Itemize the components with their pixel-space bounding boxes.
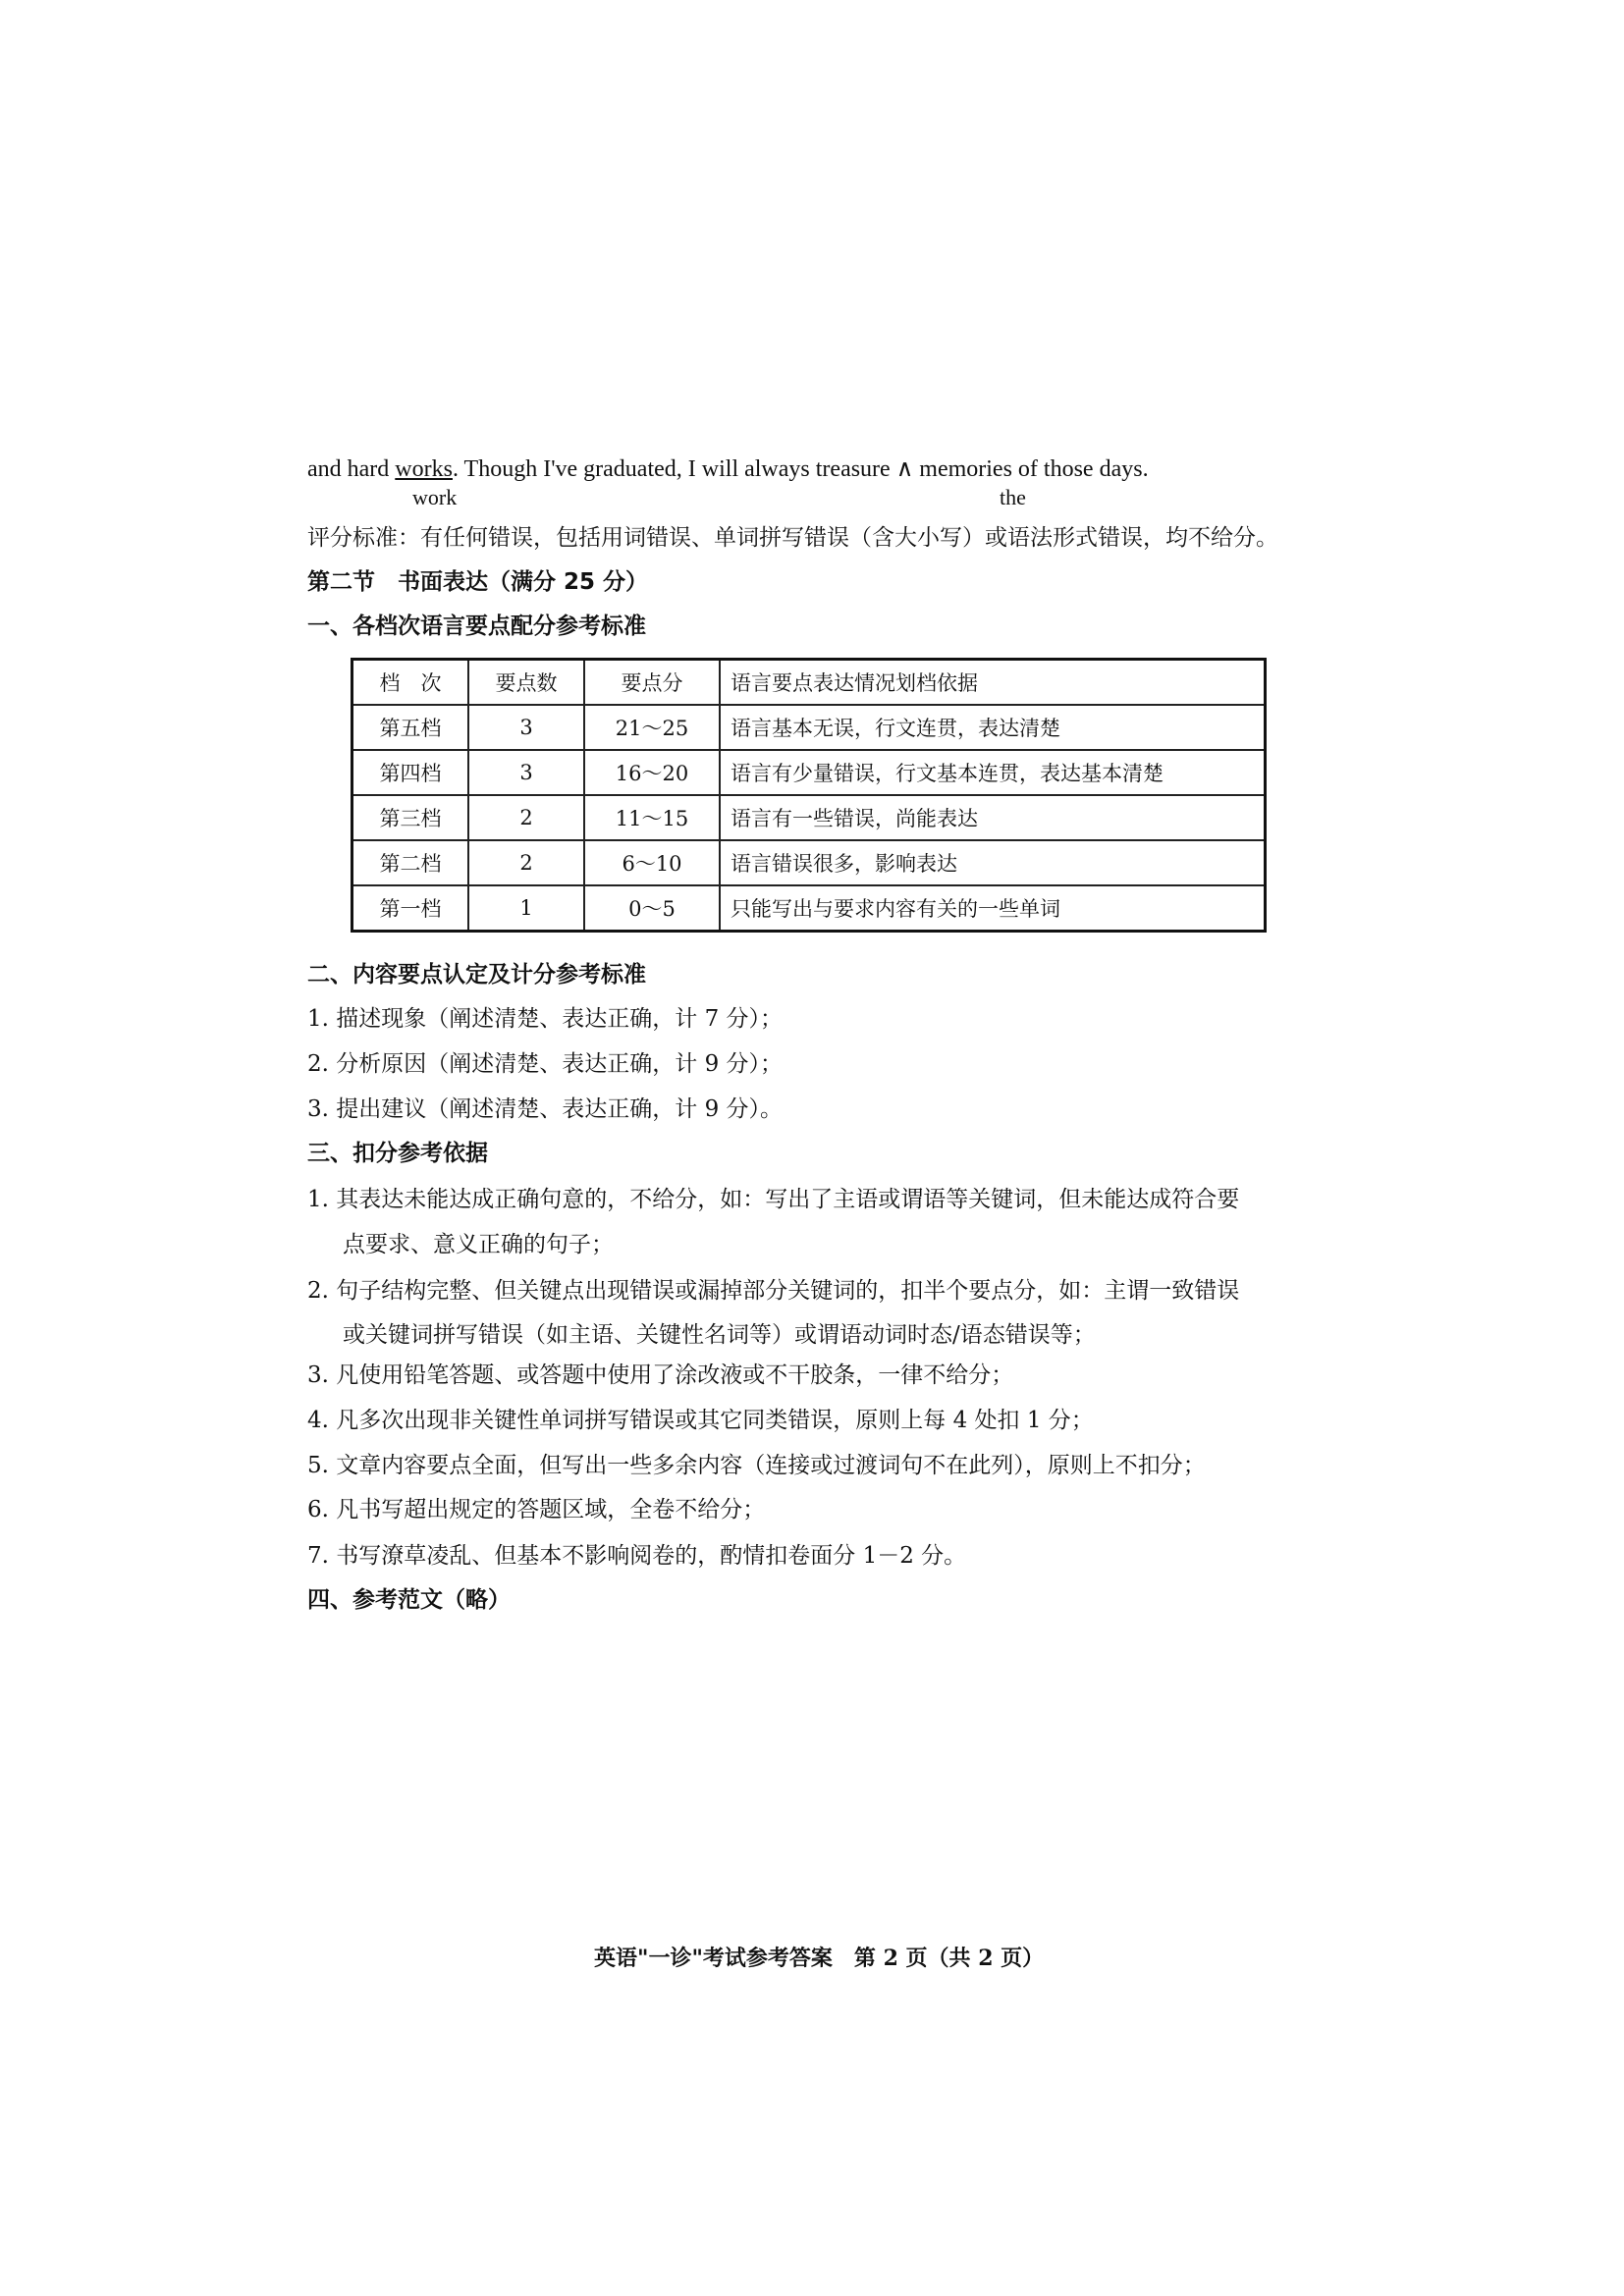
list-item: 7. 书写潦草凌乱、但基本不影响阅卷的，酌情扣卷面分 1－2 分。 <box>307 1543 967 1569</box>
list-item: 3. 凡使用铅笔答题、或答题中使用了涂改液或不干胶条，一律不给分； <box>307 1362 1014 1388</box>
list-item: 4. 凡多次出现非关键性单词拼写错误或其它同类错误，原则上每 4 处扣 1 分； <box>307 1408 1094 1433</box>
table-header: 语言要点表达情况划档依据 <box>720 660 1266 706</box>
table-cell: 6～10 <box>584 840 720 885</box>
table-header: 档 次 <box>352 660 469 706</box>
part3-title: 三、扣分参考依据 <box>307 1141 488 1166</box>
table-cell: 第四档 <box>352 750 469 795</box>
table-header: 要点数 <box>468 660 584 706</box>
table-header-row <box>352 660 1266 706</box>
table-row <box>352 885 1266 932</box>
list-item-continuation: 点要求、意义正确的句子； <box>343 1232 614 1257</box>
table-cell: 0～5 <box>584 885 720 932</box>
table-cell: 3 <box>468 705 584 750</box>
error-word: works <box>395 456 453 482</box>
sentence-text: memories of those days. <box>913 456 1149 482</box>
list-item: 2. 分析原因（阐述清楚、表达正确，计 9 分）； <box>307 1051 784 1077</box>
table-cell: 语言有一些错误，尚能表达 <box>720 795 1266 840</box>
table-cell: 3 <box>468 750 584 795</box>
sentence-text: . Though I've graduated, I will always treasure <box>452 456 896 482</box>
part1-title: 一、各档次语言要点配分参考标准 <box>307 614 646 639</box>
table-cell: 16～20 <box>584 750 720 795</box>
table-cell: 1 <box>468 885 584 932</box>
list-item: 1. 描述现象（阐述清楚、表达正确，计 7 分）； <box>307 1006 784 1032</box>
list-item: 3. 提出建议（阐述清楚、表达正确，计 9 分）。 <box>307 1096 784 1122</box>
table-cell: 第二档 <box>352 840 469 885</box>
table-cell: 第一档 <box>352 885 469 932</box>
table-cell: 语言有少量错误，行文基本连贯，表达基本清楚 <box>720 750 1266 795</box>
table-cell: 第五档 <box>352 705 469 750</box>
section-title: 第二节 书面表达（满分 25 分） <box>307 569 649 595</box>
table-cell: 21～25 <box>584 705 720 750</box>
list-item: 1. 其表达未能达成正确句意的，不给分，如：写出了主语或谓语等关键词，但未能达成符合要 <box>307 1187 1240 1212</box>
table-cell: 只能写出与要求内容有关的一些单词 <box>720 885 1266 932</box>
table-cell: 2 <box>468 795 584 840</box>
table-cell: 11～15 <box>584 795 720 840</box>
correction-word: work <box>412 485 458 509</box>
list-item-continuation: 或关键词拼写错误（如主语、关键性名词等）或谓语动词时态/语态错误等； <box>343 1322 1096 1348</box>
table-row <box>352 840 1266 885</box>
list-item: 6. 凡书写超出规定的答题区域，全卷不给分； <box>307 1497 766 1522</box>
table-cell: 第三档 <box>352 795 469 840</box>
page-footer: 英语"一诊"考试参考答案 第 2 页（共 2 页） <box>594 1946 1045 1971</box>
table-row <box>352 750 1266 795</box>
correction-word: the <box>1000 485 1026 509</box>
list-item: 5. 文章内容要点全面，但写出一些多余内容（连接或过渡词句不在此列），原则上不扣分； <box>307 1453 1206 1478</box>
correction-sentence <box>307 454 1149 484</box>
table-cell: 2 <box>468 840 584 885</box>
table-header: 要点分 <box>584 660 720 706</box>
table-row <box>352 795 1266 840</box>
table-cell: 语言错误很多，影响表达 <box>720 840 1266 885</box>
scoring-note: 评分标准：有任何错误，包括用词错误、单词拼写错误（含大小写）或语法形式错误，均不给分。 <box>307 525 1278 551</box>
sentence-text: and hard <box>307 456 396 482</box>
table-row <box>352 705 1266 750</box>
table-cell: 语言基本无误，行文连贯，表达清楚 <box>720 705 1266 750</box>
list-item: 2. 句子结构完整、但关键点出现错误或漏掉部分关键词的，扣半个要点分，如：主谓一致错误 <box>307 1278 1240 1304</box>
insertion-mark: ∧ <box>895 456 914 482</box>
part2-title: 二、内容要点认定及计分参考标准 <box>307 962 646 988</box>
grading-table <box>351 658 1267 933</box>
part4-title: 四、参考范文（略） <box>307 1587 511 1613</box>
